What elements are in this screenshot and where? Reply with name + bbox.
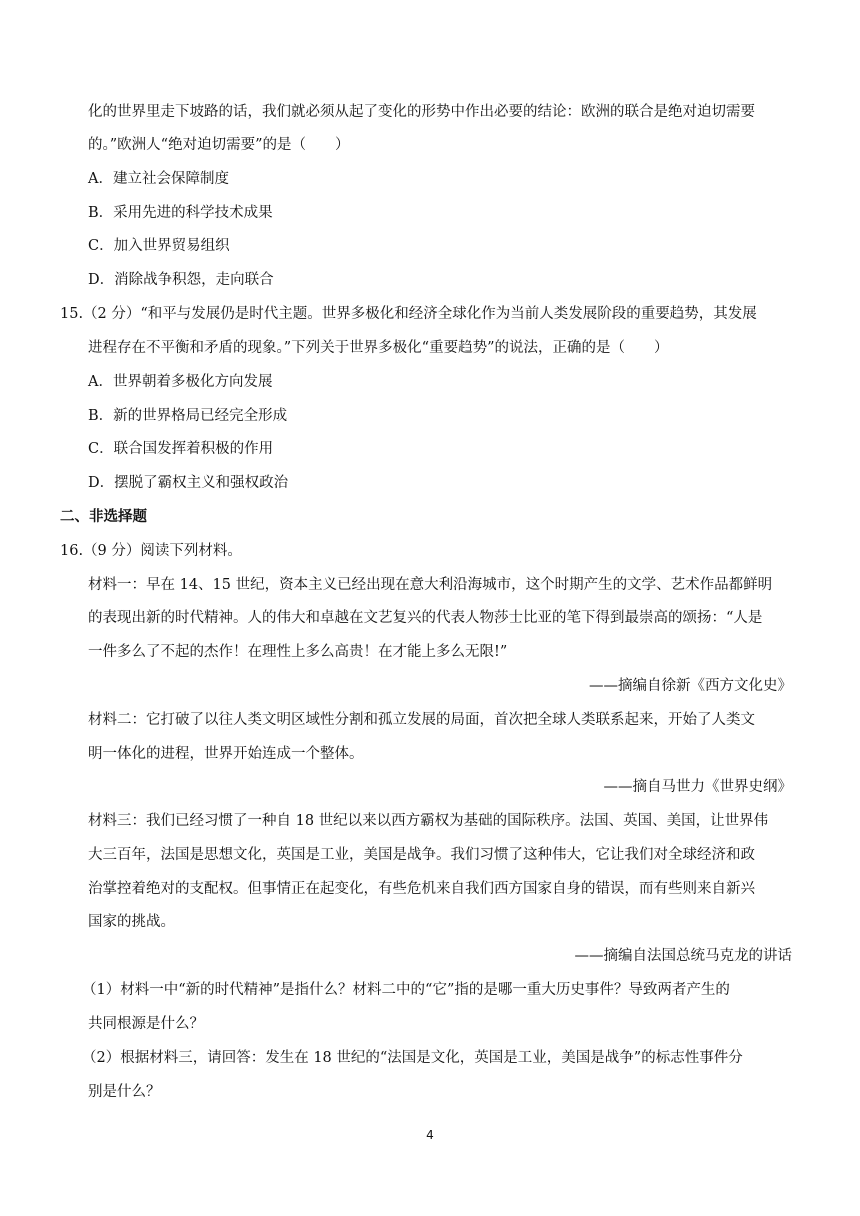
material-3-line: 大三百年，法国是思想文化，英国是工业，美国是战争。我们习惯了这种伟大，它让我们对全球经济和政 [88, 847, 755, 863]
subquestion-1-line: 共同根源是什么？ [88, 1016, 204, 1032]
subquestion-1-line: （1）材料一中“新的时代精神”是指什么？材料二中的“它”指的是哪一重大历史事件？导致两者产生的 [82, 982, 730, 998]
material-2-line: 明一体化的进程，世界开始连成一个整体。 [88, 746, 364, 762]
material-3-line: 治掌控着绝对的支配权。但事情正在起变化，有些危机来自我们西方国家自身的错误，而有些则来自新兴 [88, 881, 755, 897]
q14-option-c: C．加入世界贸易组织 [88, 238, 230, 254]
material-2-source: ——摘自马世力《世界史纲》 [603, 779, 792, 795]
section-heading: 二、非选择题 [60, 508, 147, 525]
page-number: 4 [426, 1128, 434, 1142]
material-3-source: ——摘编自法国总统马克龙的讲话 [574, 948, 792, 964]
material-3-line: 国家的挑战。 [88, 914, 175, 930]
material-3-line: 材料三：我们已经习惯了一种自 18 世纪以来以西方霸权为基础的国际秩序。法国、英国、美国，让世界伟 [88, 813, 769, 829]
q14-option-d: D．消除战争积怨，走向联合 [88, 272, 274, 288]
material-1-line: 的表现出新的时代精神。人的伟大和卓越在文艺复兴的代表人物莎士比亚的笔下得到最崇高的颂扬：“人是 [88, 610, 763, 626]
q15-option-b: B．新的世界格局已经完全形成 [88, 408, 288, 424]
material-1-source: ——摘编自徐新《西方文化史》 [589, 678, 792, 694]
q15-option-a: A．世界朝着多极化方向发展 [88, 374, 273, 390]
q15-option-d: D．摆脱了霸权主义和强权政治 [88, 475, 289, 491]
q15-stem-line-2: 进程存在不平衡和矛盾的现象。”下列关于世界多极化“重要趋势”的说法，正确的是（ ） [88, 340, 669, 356]
q15-option-c: C．联合国发挥着积极的作用 [88, 441, 274, 457]
subquestion-2-line: （2）根据材料三，请回答：发生在 18 世纪的“法国是文化，英国是工业，美国是战争”的标志性事件分 [82, 1050, 743, 1066]
q14-text-line-1: 化的世界里走下坡路的话，我们就必须从起了变化的形势中作出必要的结论：欧洲的联合是绝对迫切需要 [88, 104, 755, 120]
material-1-line: 一件多么了不起的杰作！在理性上多么高贵！在才能上多么无限!” [88, 644, 508, 660]
subquestion-2-line: 别是什么？ [88, 1084, 161, 1100]
q14-text-line-2: 的。”欧洲人“绝对迫切需要”的是（ ） [88, 137, 350, 153]
q16-stem: 16.（9 分）阅读下列材料。 [60, 543, 242, 559]
q14-option-a: A．建立社会保障制度 [88, 171, 229, 187]
material-2-line: 材料二：它打破了以往人类文明区域性分割和孤立发展的局面，首次把全球人类联系起来，开始了人类文 [88, 712, 755, 728]
q14-option-b: B．采用先进的科学技术成果 [88, 205, 273, 221]
material-1-line: 材料一：早在 14、15 世纪，资本主义已经出现在意大利沿海城市，这个时期产生的文学、艺术作品都鲜明 [88, 577, 773, 593]
q15-stem-line-1: 15.（2 分）“和平与发展仍是时代主题。世界多极化和经济全球化作为当前人类发展阶段的重要趋势，其发展 [60, 306, 757, 322]
